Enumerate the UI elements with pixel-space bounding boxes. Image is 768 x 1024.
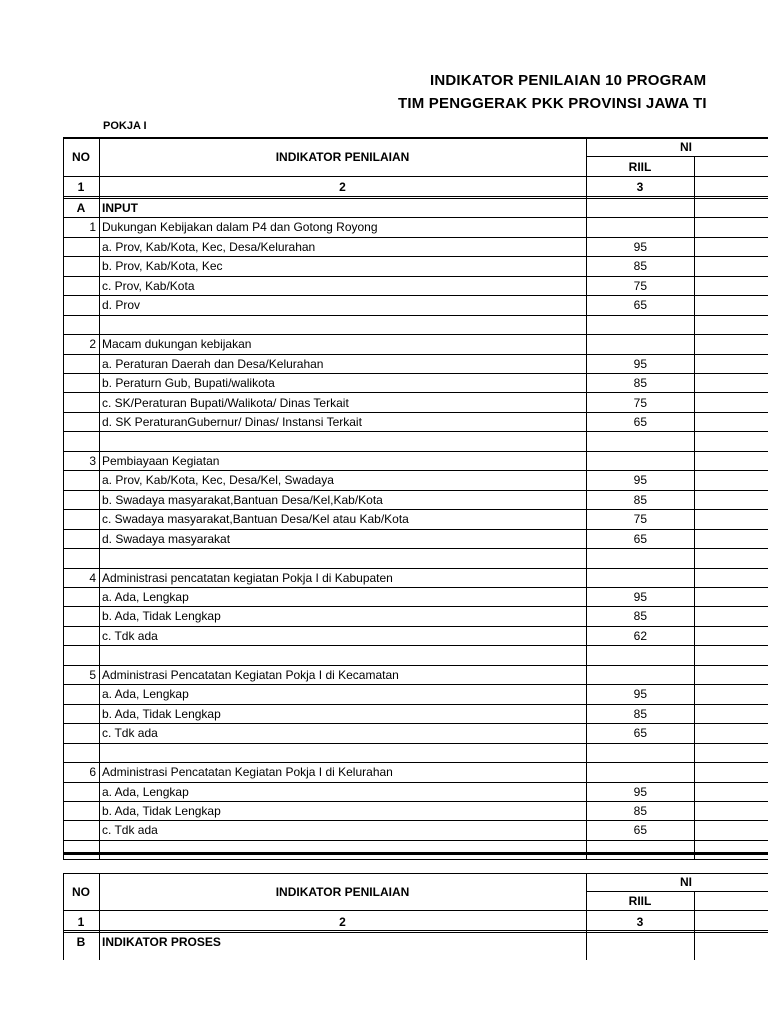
- score-value: 65: [633, 531, 647, 546]
- grid-line: [63, 470, 768, 471]
- grid-line: [63, 684, 768, 685]
- group-number: 4: [89, 570, 96, 585]
- column-header-no-2: NO: [72, 885, 90, 899]
- grid-line: [63, 198, 768, 199]
- grid-line: [694, 891, 695, 960]
- score-value: 75: [633, 512, 647, 527]
- criteria-label: a. Ada, Lengkap: [102, 590, 189, 604]
- grid-line: [63, 354, 768, 355]
- grid-line: [63, 451, 768, 452]
- grid-line: [63, 412, 768, 413]
- grid-line: [63, 665, 768, 666]
- criteria-label: a. Peraturan Daerah dan Desa/Kelurahan: [102, 356, 324, 371]
- grid-line: [63, 645, 768, 646]
- column-header-no: NO: [72, 150, 90, 164]
- grid-line: [63, 509, 768, 510]
- column-header-nilai-2: NI: [680, 875, 692, 889]
- criteria-label: a. Prov, Kab/Kota, Kec, Desa/Kelurahan: [102, 239, 316, 254]
- column-header-riil: RIIL: [628, 160, 652, 174]
- score-value: 65: [633, 823, 647, 838]
- column-header-riil-2: RIIL: [628, 894, 652, 908]
- grid-line: [63, 762, 768, 763]
- section-label: INPUT: [102, 201, 138, 215]
- criteria-label: c. Swadaya masyarakat,Bantuan Desa/Kel atau Kab/Kota: [102, 512, 409, 527]
- section-letter-b: B: [76, 935, 86, 949]
- grid-line: [63, 626, 768, 627]
- grid-line: [63, 490, 768, 491]
- criteria-label: b. Ada, Tidak Lengkap: [102, 609, 221, 624]
- grid-line: [63, 137, 768, 139]
- score-value: 95: [633, 239, 647, 254]
- criteria-label: d. Swadaya masyarakat: [102, 531, 231, 546]
- column-number-2-2: 2: [339, 915, 346, 929]
- criteria-label: c. Tdk ada: [102, 823, 158, 838]
- score-value: 85: [633, 259, 647, 274]
- criteria-label: a. Ada, Lengkap: [102, 687, 189, 702]
- section-letter: A: [76, 201, 86, 215]
- group-number: 2: [89, 337, 96, 352]
- grid-line: [586, 137, 587, 859]
- grid-line: [63, 295, 768, 296]
- score-value: 65: [633, 298, 647, 313]
- grid-line: [99, 137, 100, 859]
- grid-line: [63, 587, 768, 588]
- criteria-label: b. Prov, Kab/Kota, Kec: [102, 259, 223, 274]
- score-value: 65: [633, 726, 647, 741]
- score-value: 95: [633, 590, 647, 604]
- group-title: Administrasi pencatatan kegiatan Pokja I di Kabupaten: [102, 570, 393, 585]
- grid-line: [99, 873, 100, 960]
- criteria-label: c. Tdk ada: [102, 628, 158, 643]
- score-value: 65: [633, 414, 647, 429]
- grid-line: [63, 568, 768, 569]
- criteria-label: a. Prov, Kab/Kota, Kec, Desa/Kel, Swadaya: [102, 473, 334, 488]
- document-title-line-2: TIM PENGGERAK PKK PROVINSI JAWA TI: [398, 95, 707, 112]
- column-number-3: 3: [636, 180, 644, 194]
- column-header-nilai: NI: [680, 140, 692, 154]
- grid-line: [63, 820, 768, 821]
- grid-line: [63, 873, 64, 960]
- grid-line: [63, 137, 64, 859]
- grid-line: [63, 196, 768, 197]
- score-value: 95: [633, 356, 647, 371]
- grid-line: [63, 217, 768, 218]
- grid-line: [586, 891, 768, 892]
- grid-line: [63, 373, 768, 374]
- document-title-line-1: INDIKATOR PENILAIAN 10 PROGRAM: [430, 72, 707, 89]
- grid-line: [63, 852, 768, 855]
- column-number-1: 1: [77, 180, 85, 194]
- criteria-label: c. Prov, Kab/Kota: [102, 278, 195, 293]
- score-value: 95: [633, 784, 647, 799]
- criteria-label: b. Ada, Tidak Lengkap: [102, 706, 221, 721]
- grid-line: [63, 548, 768, 549]
- grid-line: [63, 606, 768, 607]
- grid-line: [63, 431, 768, 432]
- criteria-label: a. Ada, Lengkap: [102, 784, 189, 799]
- grid-line: [63, 276, 768, 277]
- group-title: Pembiayaan Kegiatan: [102, 453, 220, 468]
- criteria-label: b. Swadaya masyarakat,Bantuan Desa/Kel,Kab/Kota: [102, 492, 383, 507]
- criteria-label: c. Tdk ada: [102, 726, 158, 741]
- grid-line: [63, 392, 768, 393]
- score-value: 85: [633, 803, 647, 818]
- grid-line: [63, 256, 768, 257]
- grid-line: [586, 873, 587, 960]
- grid-line: [586, 156, 768, 157]
- grid-line: [63, 315, 768, 316]
- grid-line: [63, 782, 768, 783]
- grid-line: [63, 873, 768, 874]
- column-header-indikator-2: INDIKATOR PENILAIAN: [275, 885, 410, 899]
- column-number-1-2: 1: [77, 915, 85, 929]
- group-number: 5: [89, 667, 96, 682]
- grid-line: [63, 743, 768, 744]
- score-value: 85: [633, 609, 647, 624]
- score-value: 75: [633, 395, 647, 410]
- score-value: 75: [633, 278, 647, 293]
- group-title: Administrasi Pencatatan Kegiatan Pokja I di Kelurahan: [102, 765, 393, 780]
- group-title: Administrasi Pencatatan Kegiatan Pokja I di Kecamatan: [102, 667, 399, 682]
- score-value: 95: [633, 473, 647, 488]
- score-value: 85: [633, 706, 647, 721]
- score-value: 85: [633, 492, 647, 507]
- group-title: Dukungan Kebijakan dalam P4 dan Gotong Royong: [102, 220, 378, 235]
- grid-line: [63, 930, 768, 931]
- group-number: 1: [89, 220, 96, 235]
- grid-line: [63, 237, 768, 238]
- score-value: 62: [633, 628, 647, 643]
- grid-line: [63, 859, 768, 860]
- grid-line: [63, 801, 768, 802]
- column-header-indikator: INDIKATOR PENILAIAN: [275, 150, 410, 164]
- criteria-label: d. SK PeraturanGubernur/ Dinas/ Instansi Terkait: [102, 414, 362, 429]
- column-number-2: 2: [339, 180, 346, 194]
- score-value: 95: [633, 687, 647, 702]
- grid-line: [63, 704, 768, 705]
- grid-line: [63, 723, 768, 724]
- criteria-label: c. SK/Peraturan Bupati/Walikota/ Dinas Terkait: [102, 395, 349, 410]
- grid-line: [63, 334, 768, 335]
- pokja-label: POKJA I: [103, 120, 147, 132]
- criteria-label: b. Ada, Tidak Lengkap: [102, 803, 221, 818]
- criteria-label: d. Prov: [102, 298, 141, 313]
- criteria-label: b. Peraturn Gub, Bupati/walikota: [102, 376, 275, 391]
- group-number: 3: [89, 453, 96, 468]
- column-number-3-2: 3: [636, 915, 644, 929]
- grid-line: [63, 176, 768, 177]
- section-label-b: INDIKATOR PROSES: [102, 935, 221, 949]
- group-title: Macam dukungan kebijakan: [102, 337, 252, 352]
- group-number: 6: [89, 765, 96, 780]
- grid-line: [694, 156, 695, 859]
- grid-line: [63, 840, 768, 841]
- grid-line: [63, 910, 768, 911]
- grid-line: [63, 529, 768, 530]
- score-value: 85: [633, 376, 647, 391]
- grid-line: [63, 932, 768, 933]
